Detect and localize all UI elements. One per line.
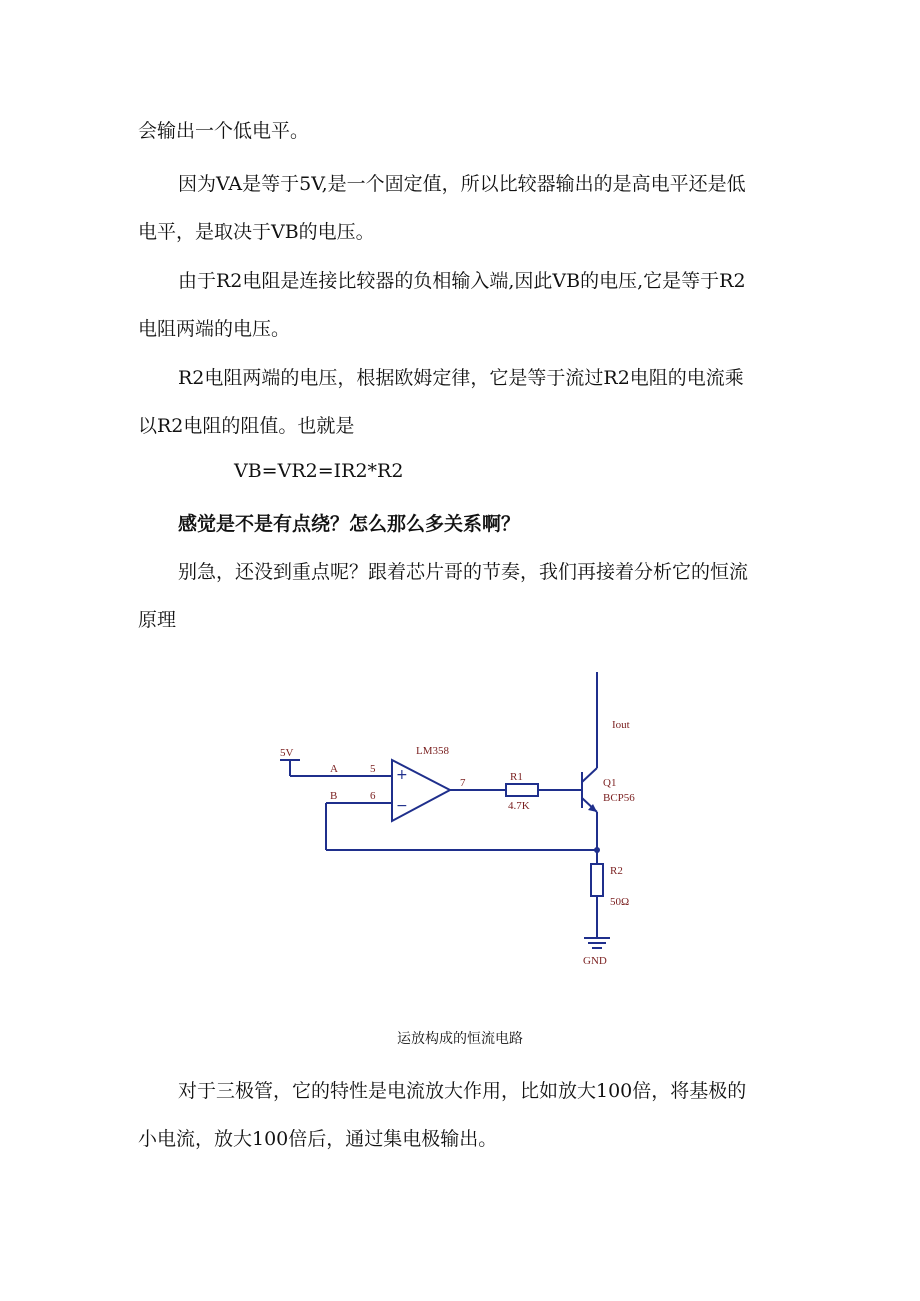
label-bcp56: BCP56 (603, 792, 635, 804)
paragraph-1-line-2: 电平，是取决于VB的电压。 (138, 221, 375, 243)
label-a: A (330, 763, 338, 775)
label-r2-value: 50Ω (610, 896, 630, 908)
circuit-wires (280, 672, 610, 948)
label-r1: R1 (510, 771, 523, 783)
paragraph-0: 会输出一个低电平。 (138, 120, 310, 142)
r1-body (506, 784, 538, 796)
circuit-diagram (270, 668, 670, 978)
label-5v: 5V (280, 747, 294, 759)
paragraph-4-line-2: 原理 (138, 609, 177, 631)
paragraph-2-line-1: 由于R2电阻是连接比较器的负相输入端,因此VB的电压,它是等于R2 (178, 270, 746, 292)
paragraph-3-line-1: R2电阻两端的电压，根据欧姆定律，它是等于流过R2电阻的电流乘 (178, 367, 744, 389)
paragraph-4-line-1: 别急，还没到重点呢？跟着芯片哥的节奏，我们再接着分析它的恒流 (178, 561, 749, 583)
r2-body (591, 864, 603, 896)
paragraph-3-line-2: 以R2电阻的阻值。也就是 (138, 415, 355, 437)
question-heading: 感觉是不是有点绕？怎么那么多关系啊？ (178, 513, 521, 535)
label-lm358: LM358 (416, 745, 449, 757)
paragraph-1-line-1: 因为VA是等于5V,是一个固定值，所以比较器输出的是高电平还是低 (178, 173, 746, 195)
label-gnd: GND (583, 955, 607, 967)
paragraph-2-line-2: 电阻两端的电压。 (138, 318, 291, 340)
q1-collector (582, 768, 597, 782)
label-r2: R2 (610, 865, 623, 877)
label-b: B (330, 790, 338, 802)
label-minus: − (396, 798, 408, 814)
label-pin7: 7 (460, 777, 466, 789)
label-r1-value: 4.7K (508, 800, 530, 812)
paragraph-5-line-2: 小电流，放大100倍后，通过集电极输出。 (138, 1128, 498, 1150)
label-q1: Q1 (603, 777, 617, 789)
label-pin6: 6 (370, 790, 376, 802)
label-iout: Iout (612, 719, 630, 731)
label-pin5: 5 (370, 763, 376, 775)
junction-dot (594, 847, 600, 853)
label-plus: + (396, 767, 408, 783)
formula: VB=VR2=IR2*R2 (234, 460, 404, 482)
figure-caption: 运放构成的恒流电路 (397, 1031, 523, 1047)
paragraph-5-line-1: 对于三极管，它的特性是电流放大作用，比如放大100倍，将基极的 (178, 1080, 747, 1102)
